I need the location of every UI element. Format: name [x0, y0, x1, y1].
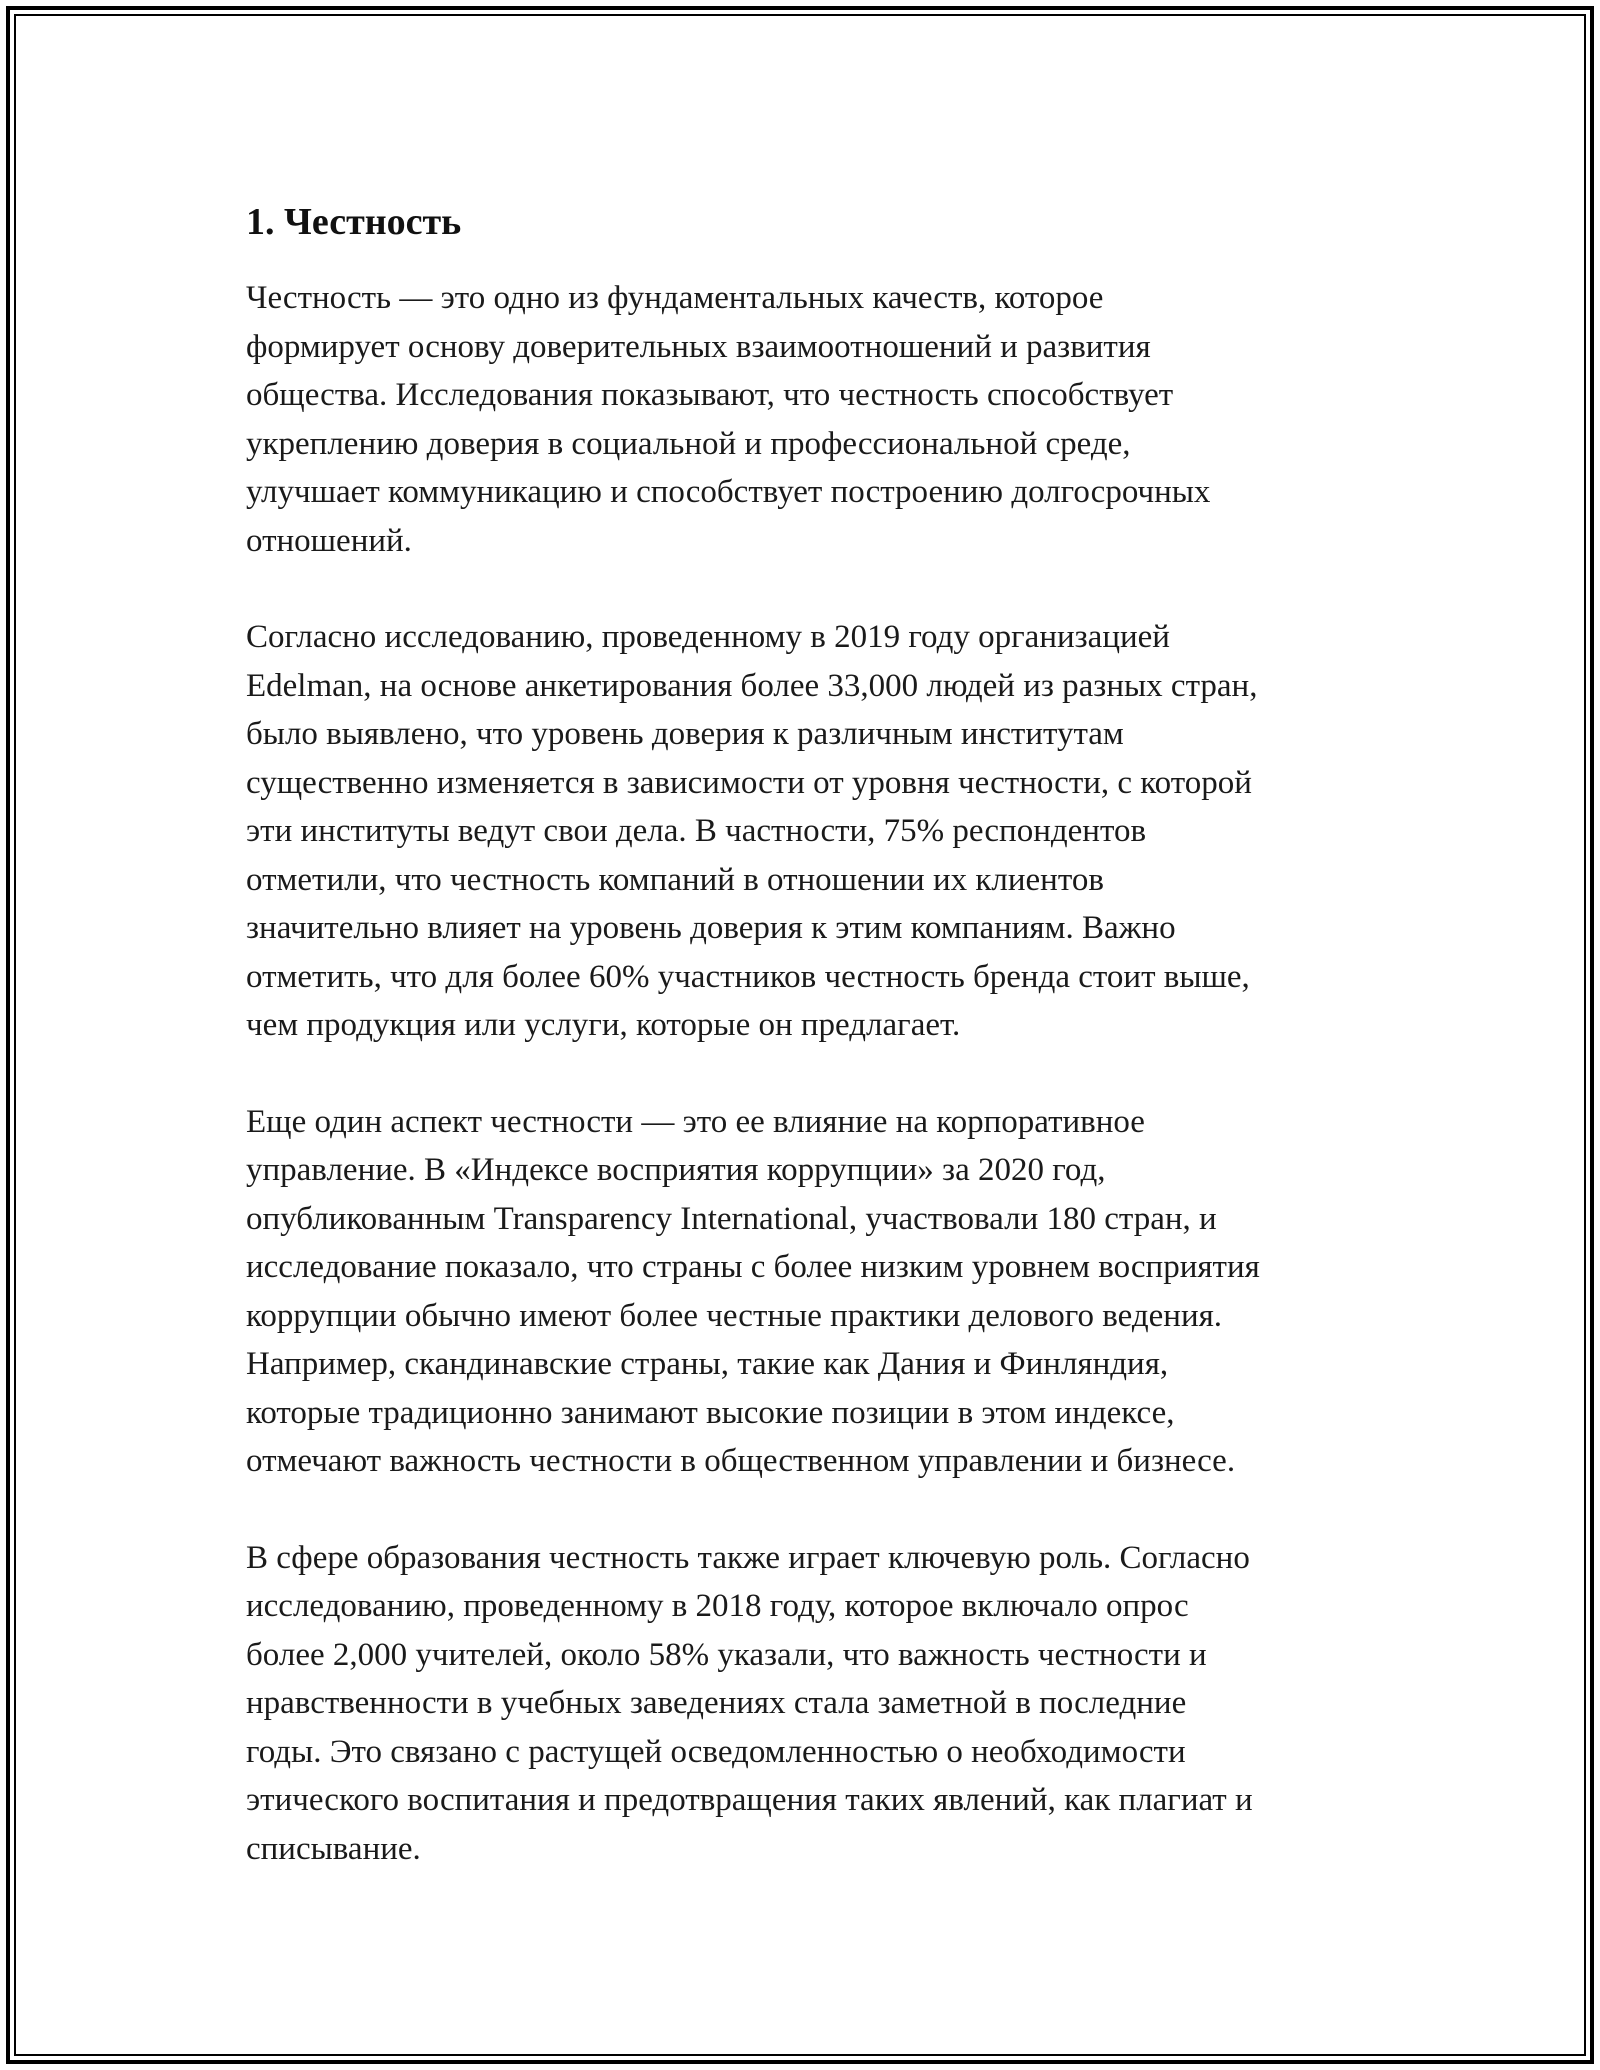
paragraph-line: исследование показало, что страны с более низким уровнем восприятия: [246, 1249, 1260, 1285]
paragraph-line: коррупции обычно имеют более честные практики делового ведения.: [246, 1297, 1223, 1334]
document-content: [246, 198, 1386, 1921]
paragraph-line: отметили, что честность компаний в отношении их клиентов: [246, 861, 1104, 898]
paragraph-1: [246, 274, 1386, 565]
paragraph-line: значительно влияет на уровень доверия к этим компаниям. Важно: [246, 910, 1176, 946]
paragraph-line: отметить, что для более 60% участников честность бренда стоит выше,: [246, 958, 1250, 995]
paragraph-line: Edelman, на основе анкетирования более 33,000 людей из разных стран,: [246, 667, 1258, 704]
paragraph-2: [246, 613, 1386, 1050]
paragraph-line: эти институты ведут свои дела. В частности, 75% респондентов: [246, 813, 1147, 849]
paragraph-line: Согласно исследованию, проведенному в 2019 году организацией: [246, 619, 1170, 655]
section-heading: 1. Честность: [246, 201, 462, 243]
paragraph-line: чем продукция или услуги, которые он предлагает.: [246, 1007, 961, 1043]
paragraph-line: общества. Исследования показывают, что честность способствует: [246, 377, 1174, 413]
paragraph-line: было выявлено, что уровень доверия к различным институтам: [246, 716, 1124, 752]
paragraph-line: списывание.: [246, 1830, 421, 1867]
paragraph-line: опубликованным Transparency International, участвовали 180 стран, и: [246, 1200, 1217, 1237]
paragraph-line: Честность — это одно из фундаментальных качеств, которое: [246, 280, 1104, 316]
paragraph-line: этического воспитания и предотвращения таких явлений, как плагиат и: [246, 1782, 1253, 1818]
paragraph-line: нравственности в учебных заведениях стала заметной в последние: [246, 1685, 1187, 1721]
paragraph-line: формирует основу доверительных взаимоотношений и развития: [246, 328, 1151, 365]
paragraph-line: укреплению доверия в социальной и профессиональной среде,: [246, 425, 1131, 462]
paragraph-line: отношений.: [246, 522, 412, 559]
paragraph-line: более 2,000 учителей, около 58% указали, что важность честности и: [246, 1636, 1207, 1673]
paragraph-3: [246, 1098, 1386, 1486]
paragraph-line: которые традиционно занимают высокие позиции в этом индексе,: [246, 1394, 1175, 1431]
paragraph-line: Еще один аспект честности — это ее влияние на корпоративное: [246, 1103, 1145, 1140]
paragraph-line: управление. В «Индексе восприятия коррупции» за 2020 год,: [246, 1152, 1106, 1188]
paragraph-line: существенно изменяется в зависимости от уровня честности, с которой: [246, 764, 1252, 801]
paragraph-line: Например, скандинавские страны, такие как Дания и Финляндия,: [246, 1346, 1169, 1382]
paragraph-line: отмечают важность честности в общественном управлении и бизнесе.: [246, 1443, 1236, 1479]
paragraph-line: исследованию, проведенному в 2018 году, которое включало опрос: [246, 1588, 1189, 1624]
document-page: [6, 6, 1594, 2064]
paragraph-line: В сфере образования честность также играет ключевую роль. Согласно: [246, 1539, 1250, 1576]
paragraph-line: улучшает коммуникацию и способствует построению долгосрочных: [246, 474, 1211, 510]
paragraph-4: [246, 1534, 1386, 1874]
paragraph-line: годы. Это связано с растущей осведомленностью о необходимости: [246, 1733, 1186, 1770]
